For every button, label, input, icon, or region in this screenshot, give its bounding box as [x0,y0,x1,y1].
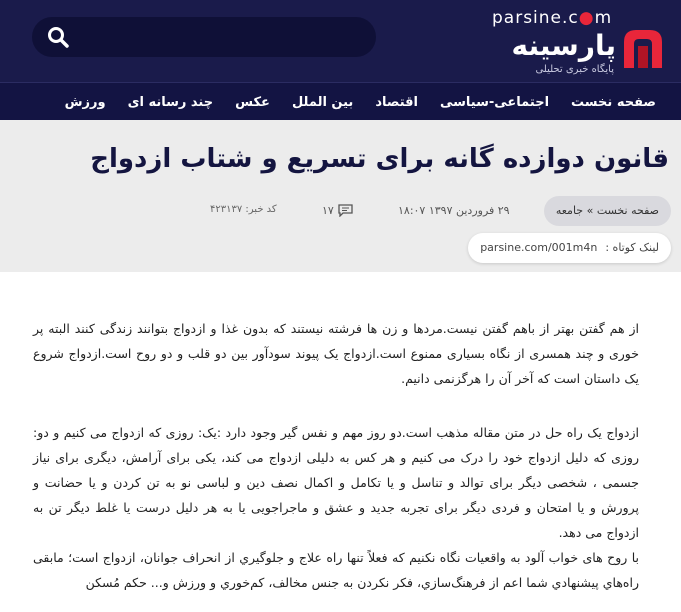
search-bar[interactable] [32,17,376,57]
nav-item-social-political[interactable]: اجتماعی-سیاسی [439,94,550,110]
publish-date: ۲۹ فروردین ۱۳۹۷ ۱۸:۰۷ [398,204,510,217]
comment-icon [338,204,353,217]
logo-name: پارسینه [511,29,616,62]
nav-item-home[interactable]: صفحه نخست [571,94,656,110]
nav-item-economy[interactable]: اقتصاد [375,94,418,110]
comment-count: ۱۷ [322,203,334,217]
short-link-label: لینک کوتاه : [605,241,659,254]
logo-tagline: پایگاه خبری تحلیلی [535,64,614,75]
article-paragraph: ازدواج یک راه حل در متن مقاله مذهب است.دو روز مهم و نفس گیر وجود دارد :یک: روزی که ازدواج می کنیم و دو: روزی که دلیل ازدواج خود را درک می کنیم و هر کس به دلیلی ازدواج می کند، یکی برای آرامش، دیگری برای نیاز جسمی ، شخصی دیگر برای توالد و تناسل و یا تکامل و اکمال نصف دین و لباسی نو به تن کردن و یا حضانت و پرورش و یا امتحان و فردی دیگر برای تجربه جدید و عشق و ماجراجویی یا به هر دلیل درست یا غلط دیگر تن به ازدواج می دهد. با روح های خواب آلود به واقعیات نگاه نکنیم که فعلاً تنها راه علاج و جلوگیري از انحراف جوانان، ازدواج است؛ مابقی راه‌هاي پیشنهادي شما اعم از فرهنگ‌سازي، فکر نکردن به جنس مخالف، کم‌خوري و ورزش و... حکم مُسکن [33,425,639,590]
site-logo[interactable] [488,6,674,78]
search-icon[interactable] [46,25,70,49]
logo-domain: parsine.c●m [492,8,613,28]
news-code: کد خبر: ۴۲۳۱۳۷ [210,204,277,215]
comment-count-link[interactable] [322,200,353,220]
nav-item-multimedia[interactable]: چند رسانه ای [127,94,214,110]
site-header [0,0,681,82]
nav-item-sports[interactable]: ورزش [64,94,106,110]
article-title: قانون دوازده گانه برای تسریع و شتاب ازدواج [90,144,669,174]
parsine-logo-mark-icon [618,24,668,74]
article-header [0,120,681,272]
article-body [0,272,681,612]
logo-domain-o-icon: ● [578,8,595,28]
nav-item-international[interactable]: بین الملل [291,94,354,110]
nav-list [54,83,667,121]
article-meta [0,194,681,228]
short-link-url[interactable]: parsine.com/001m4n [480,241,598,254]
breadcrumb[interactable]: صفحه نخست » جامعه [544,196,671,226]
nav-item-photo[interactable]: عکس [235,94,270,110]
article-paragraph: از هم گفتن بهتر از باهم گفتن نیست.مردها و زن ها فرشته نیستند که بدون غذا و ازدواج بتوانند زندگی کنند البته پر خوری و چند همسری از نگاه بسیاری ممنوع است.ازدواج یک پیوند سودآور بین دو قلب و دو روح است.ازدواج شروع یک داستان است که آخر آن را هرگزنمی دانیم. [33,321,639,386]
short-link[interactable] [468,233,671,263]
main-nav [0,82,681,120]
